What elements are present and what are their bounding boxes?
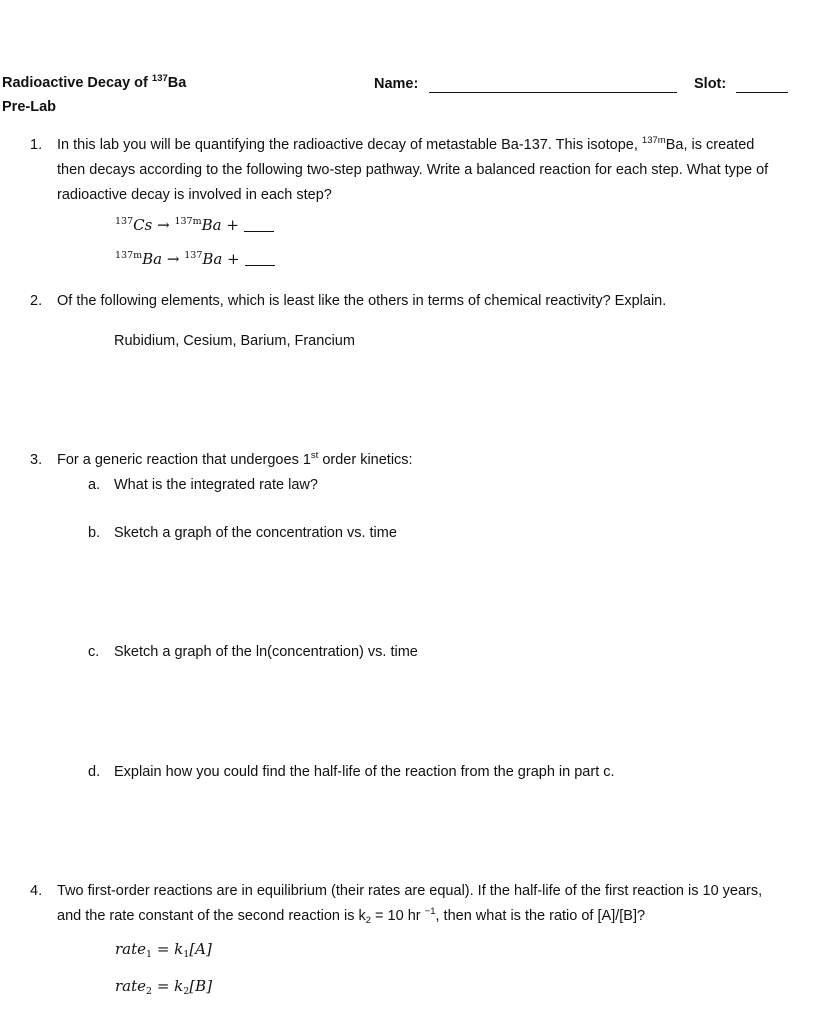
slot-blank-line [736, 92, 788, 93]
q3c-text: Sketch a graph of the ln(concentration) vs. time [114, 644, 418, 660]
q2-elements-list: Rubidium, Cesium, Barium, Francium [114, 333, 355, 349]
q1-equation-1: $^{137}$Cs → $^{137m}$Ba + [115, 216, 274, 234]
q4-rate-equation-1: rate$_1$ = $k_1[A]$ [115, 940, 212, 960]
q3-number: 3. [30, 452, 43, 468]
q3a-text: What is the integrated rate law? [114, 477, 318, 493]
q4-number: 4. [30, 883, 43, 899]
q4-rate-equation-2: rate$_2$ = $k_2[B]$ [115, 977, 213, 997]
q3b-text: Sketch a graph of the concentration vs. time [114, 525, 397, 541]
page-subtitle: Pre-Lab [2, 99, 56, 115]
q1-eq2-blank [245, 265, 275, 266]
name-blank-line [429, 92, 677, 93]
q2-number: 2. [30, 293, 43, 309]
slot-label: Slot: [694, 76, 727, 92]
q4-text: Two first-order reactions are in equilibrium (their rates are equal). If the half-life of the first reaction is 10 years, and the rate constant of the second reaction is $k_2 = 10$ hr $^{-1}$, then what is the ratio of [A]/[B]? [57, 883, 763, 926]
q1-number: 1. [30, 137, 43, 153]
q3-text: For a generic reaction that undergoes 1st order kinetics: [57, 450, 413, 468]
q2-text: Of the following elements, which is least like the others in terms of chemical reactivity? Explain. [57, 293, 667, 309]
q3b-letter: b. [88, 525, 101, 541]
q1-text: In this lab you will be quantifying the radioactive decay of metastable Ba-137. This isotope, $^{137m}$Ba, is created then decays according to the following two-step pathway. Write a balanced reaction for each step. What type of radioactive decay is involved in each step? [57, 135, 769, 203]
q1-eq1-blank [244, 231, 274, 232]
q1-equation-2: $^{137m}$Ba → $^{137}$Ba + [115, 250, 275, 268]
q3c-letter: c. [88, 644, 100, 660]
page-title: Radioactive Decay of $^{137}$Ba [2, 73, 187, 91]
q3d-text: Explain how you could find the half-life of the reaction from the graph in part c. [114, 764, 615, 780]
name-label: Name: [374, 76, 419, 92]
q3d-letter: d. [88, 764, 101, 780]
q3a-letter: a. [88, 477, 101, 493]
